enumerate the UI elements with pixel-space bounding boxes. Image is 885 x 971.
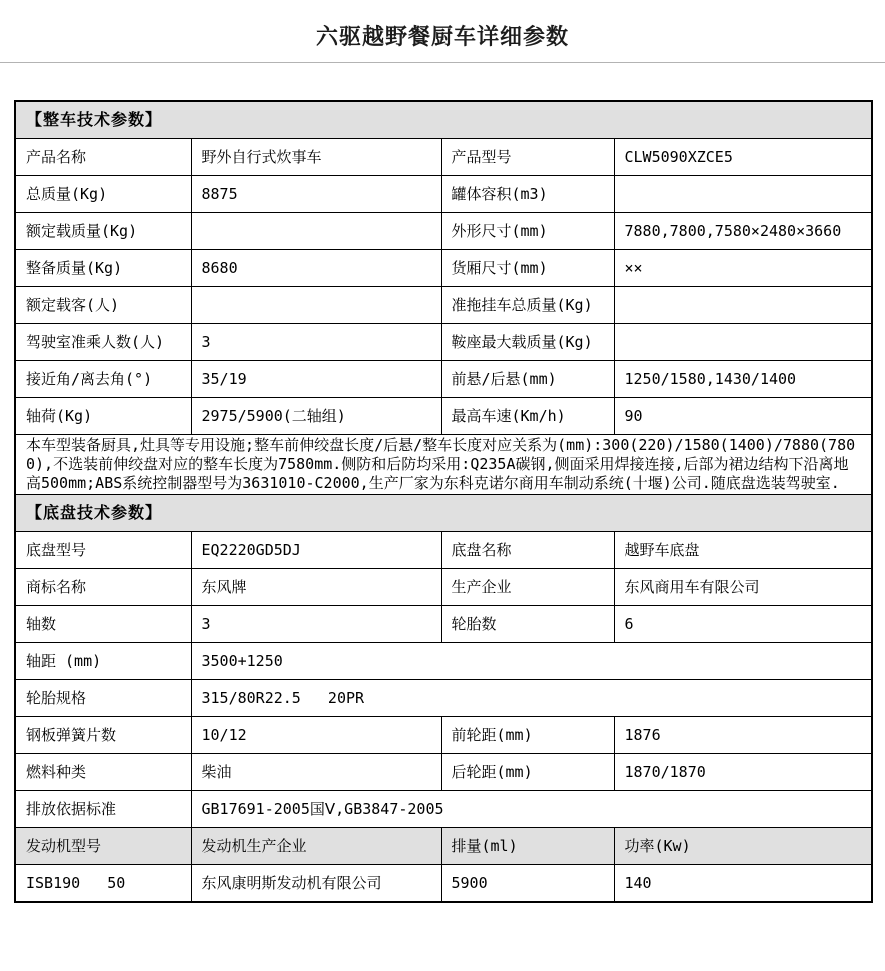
table-row: [15, 643, 872, 680]
param-value: 10/12: [191, 717, 441, 754]
param-value: 8680: [191, 250, 441, 287]
param-label: 准拖挂车总质量(Kg): [441, 287, 614, 324]
param-value: 1250/1580,1430/1400: [614, 361, 872, 398]
page-title: 六驱越野餐厨车详细参数: [315, 24, 569, 49]
table-row: [15, 250, 872, 287]
vehicle-note: 本车型装备厨具,灶具等专用设施;整车前伸绞盘长度/后悬/整车长度对应关系为(mm):300(220)/1580(1400)/7880(7800),不选装前伸绞盘对应的整车长度为7580mm.侧防和后防均采用:Q235A碳钢,侧面采用焊接连接,后部为裙边结构下沿离地高500mm;ABS系统控制器型号为3631010-C2000,生产厂家为东科克诺尔商用车制动系统(十堰)公司.随底盘选装驾驶室.: [15, 435, 872, 495]
param-label: 燃料种类: [15, 754, 191, 791]
table-row: [15, 324, 872, 361]
param-value: 6: [614, 606, 872, 643]
param-value: 越野车底盘: [614, 532, 872, 569]
param-value: GB17691-2005国Ⅴ,GB3847-2005: [191, 791, 872, 828]
table-row: [15, 569, 872, 606]
table-row: [15, 717, 872, 754]
section-header-row: [15, 101, 872, 139]
param-label: 轮胎规格: [15, 680, 191, 717]
spec-table: [14, 100, 873, 903]
param-label: 接近角/离去角(°): [15, 361, 191, 398]
note-row: [15, 435, 872, 495]
table-row: [15, 791, 872, 828]
param-label: 鞍座最大载质量(Kg): [441, 324, 614, 361]
param-value: 3: [191, 324, 441, 361]
section-header-chassis: 【底盘技术参数】: [15, 495, 872, 532]
param-label: 底盘名称: [441, 532, 614, 569]
param-value: [614, 176, 872, 213]
param-label: 罐体容积(m3): [441, 176, 614, 213]
param-value: 野外自行式炊事车: [191, 139, 441, 176]
table-row: [15, 680, 872, 717]
param-value: EQ2220GD5DJ: [191, 532, 441, 569]
engine-model-value: ISB190 50: [15, 865, 191, 903]
param-label: 轴荷(Kg): [15, 398, 191, 435]
param-value: 东风牌: [191, 569, 441, 606]
param-value: [614, 324, 872, 361]
section-header-vehicle: 【整车技术参数】: [15, 101, 872, 139]
param-label: 前悬/后悬(mm): [441, 361, 614, 398]
param-value: 3: [191, 606, 441, 643]
table-row: [15, 176, 872, 213]
engine-col-header: 排量(ml): [441, 828, 614, 865]
table-row: [15, 398, 872, 435]
param-value: 7880,7800,7580×2480×3660: [614, 213, 872, 250]
param-value: 315/80R22.5 20PR: [191, 680, 872, 717]
param-label: 外形尺寸(mm): [441, 213, 614, 250]
param-label: 钢板弹簧片数: [15, 717, 191, 754]
engine-col-header: 功率(Kw): [614, 828, 872, 865]
param-label: 轴数: [15, 606, 191, 643]
table-row: [15, 361, 872, 398]
table-row: [15, 139, 872, 176]
param-label: 生产企业: [441, 569, 614, 606]
param-label: 后轮距(mm): [441, 754, 614, 791]
table-row: [15, 532, 872, 569]
param-label: 驾驶室准乘人数(人): [15, 324, 191, 361]
param-value: 东风商用车有限公司: [614, 569, 872, 606]
engine-maker-value: 东风康明斯发动机有限公司: [191, 865, 441, 903]
param-label: 最高车速(Km/h): [441, 398, 614, 435]
engine-power-value: 140: [614, 865, 872, 903]
param-value: ××: [614, 250, 872, 287]
param-value: 1876: [614, 717, 872, 754]
param-value: 2975/5900(二轴组): [191, 398, 441, 435]
param-label: 排放依据标准: [15, 791, 191, 828]
param-label: 额定载质量(Kg): [15, 213, 191, 250]
table-row: [15, 865, 872, 903]
table-row: [15, 606, 872, 643]
param-label: 额定载客(人): [15, 287, 191, 324]
title-divider: [0, 62, 885, 63]
param-label: 货厢尺寸(mm): [441, 250, 614, 287]
param-label: 整备质量(Kg): [15, 250, 191, 287]
param-value: 90: [614, 398, 872, 435]
param-value: 1870/1870: [614, 754, 872, 791]
engine-col-header: 发动机生产企业: [191, 828, 441, 865]
param-value: [191, 287, 441, 324]
param-label: 轴距 (mm): [15, 643, 191, 680]
param-value: 35/19: [191, 361, 441, 398]
engine-displacement-value: 5900: [441, 865, 614, 903]
param-label: 前轮距(mm): [441, 717, 614, 754]
engine-header-row: [15, 828, 872, 865]
param-label: 产品型号: [441, 139, 614, 176]
table-row: [15, 754, 872, 791]
section-header-row: [15, 495, 872, 532]
param-label: 商标名称: [15, 569, 191, 606]
param-value: 3500+1250: [191, 643, 872, 680]
param-label: 轮胎数: [441, 606, 614, 643]
param-value: [614, 287, 872, 324]
param-value: CLW5090XZCE5: [614, 139, 872, 176]
param-label: 产品名称: [15, 139, 191, 176]
table-row: [15, 213, 872, 250]
param-value: [191, 213, 441, 250]
param-label: 底盘型号: [15, 532, 191, 569]
table-row: [15, 287, 872, 324]
param-label: 总质量(Kg): [15, 176, 191, 213]
engine-col-header: 发动机型号: [15, 828, 191, 865]
param-value: 8875: [191, 176, 441, 213]
param-value: 柴油: [191, 754, 441, 791]
